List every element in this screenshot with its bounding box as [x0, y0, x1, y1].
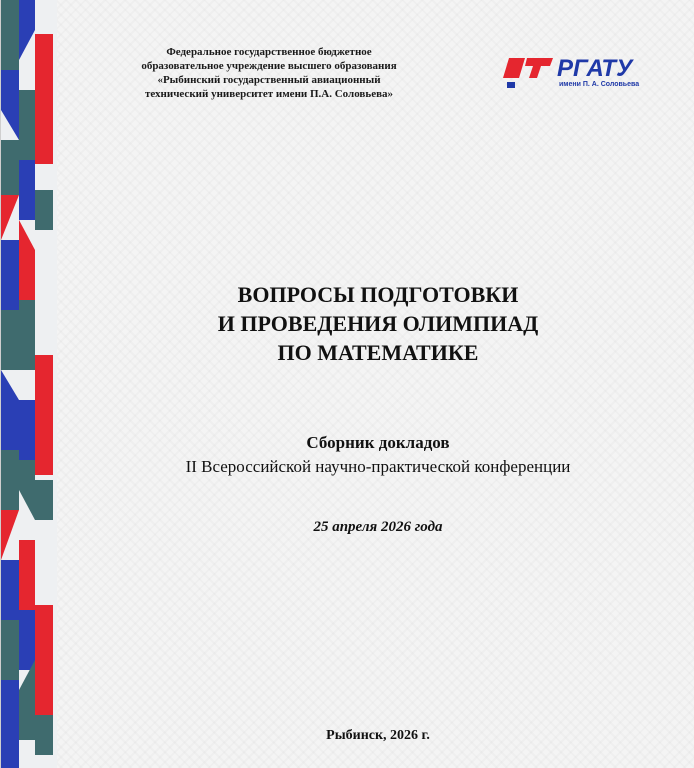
conference-name: II Всероссийской научно-практической конференции	[185, 457, 571, 476]
university-logo	[501, 48, 661, 104]
document-title	[61, 280, 694, 367]
logo-subtext: имени П. А. Соловьева	[559, 81, 640, 88]
decorative-stripe	[1, 0, 57, 768]
header-line: технический университет имени П.А. Соловьева»	[144, 88, 394, 100]
rgatu-logo-icon	[501, 48, 661, 98]
header-line: образовательное учреждение высшего образования	[141, 60, 397, 72]
title-line: ВОПРОСЫ ПОДГОТОВКИ	[237, 282, 519, 307]
title-line: И ПРОВЕДЕНИЯ ОЛИМПИАД	[217, 311, 539, 336]
publication-place: Рыбинск, 2026 г.	[326, 728, 430, 743]
title-line: ПО МАТЕМАТИКЕ	[277, 340, 479, 365]
institution-header	[101, 45, 437, 101]
header-line: «Рыбинский государственный авиационный	[157, 74, 381, 86]
conference-date: 25 апреля 2026 года	[313, 519, 443, 535]
header-line: Федеральное государственное бюджетное	[166, 46, 372, 58]
logo-text: РГАТУ	[557, 55, 633, 82]
collection-label: Сборник докладов	[306, 433, 450, 452]
